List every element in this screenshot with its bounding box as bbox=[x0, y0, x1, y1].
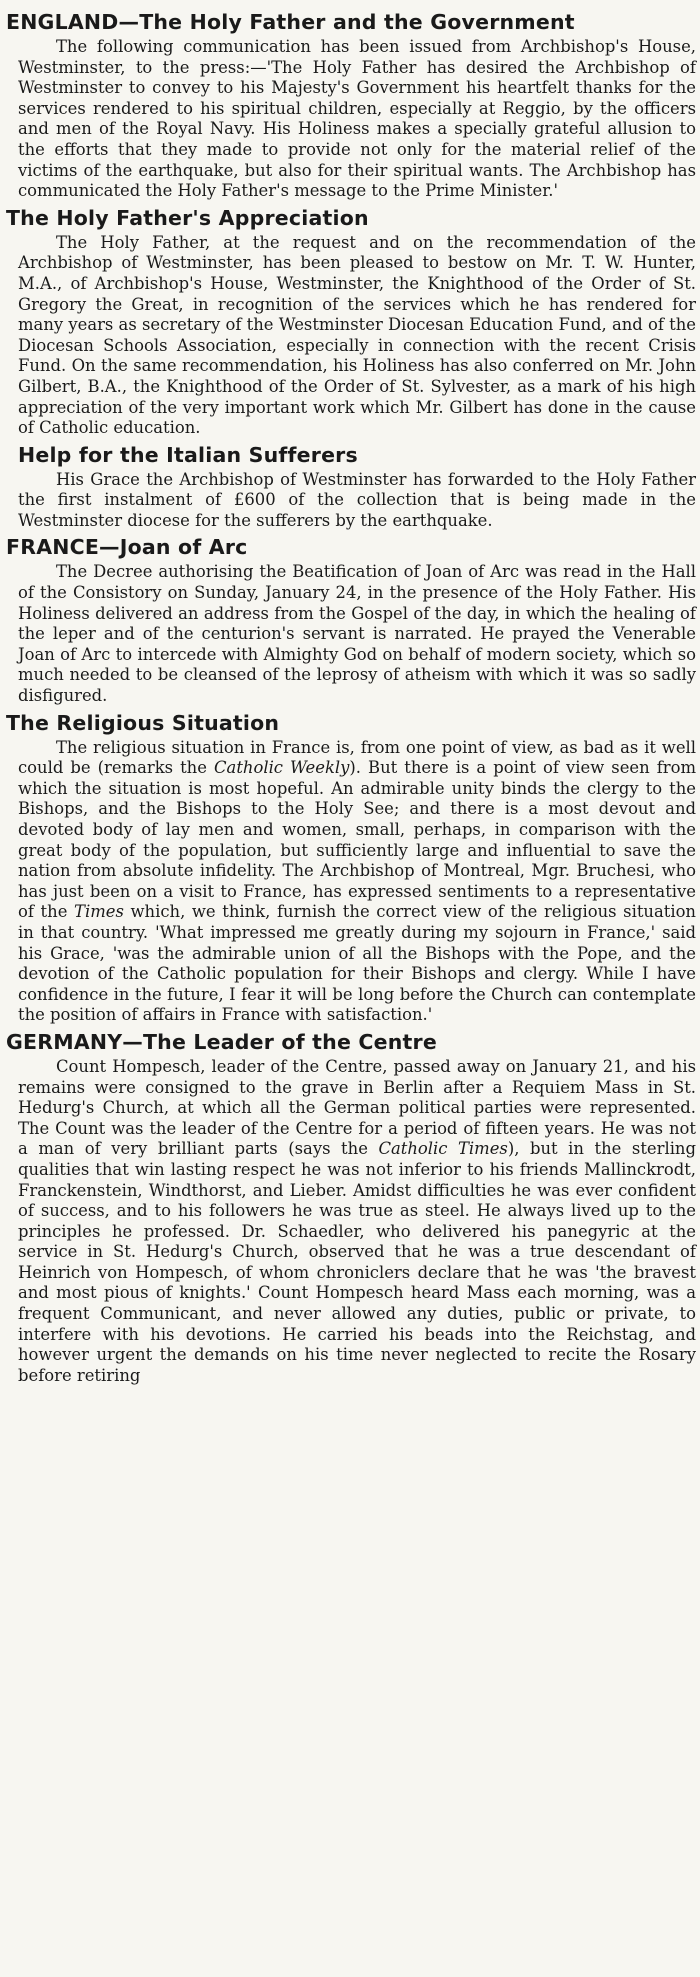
text-run: His Grace the Archbishop of Westminster has forwarded to the Holy Father the first instalment of £600 of the collection that is being made in the Westminster diocese for the sufferers by the earthquake. bbox=[18, 469, 696, 530]
section-heading: The Religious Situation bbox=[6, 710, 280, 735]
italic-text: Times bbox=[74, 902, 124, 922]
text-run: ). But there is a point of view seen from which the situation is most hopeful. An admirable unity binds the clergy to the Bishops, and the Bishops to the Holy See; and there is a most devout and devoted body of lay men and women, small, perhaps, in comparison with the great body of the population, but sufficiently large and influential to save the nation from absolute infidelity. The Archbishop of Montreal, Mgr. Bruchesi, who has just been on a visit to France, has expressed sentiments to a representative of the bbox=[18, 758, 697, 922]
section-heading: GERMANY—The Leader of the Centre bbox=[6, 1029, 437, 1054]
section-paragraph bbox=[6, 738, 696, 1026]
section-heading: Help for the Italian Sufferers bbox=[18, 442, 358, 467]
section-paragraph bbox=[6, 562, 696, 706]
italic-text: Catholic Times bbox=[378, 1139, 508, 1159]
section-heading: The Holy Father's Appreciation bbox=[6, 205, 369, 230]
italic-text: Catholic Weekly bbox=[214, 758, 350, 778]
section-germany-centre bbox=[6, 1030, 696, 1387]
section-paragraph bbox=[6, 37, 696, 202]
text-run: The religious situation in France is, from one point of view, as bad as it well could be (remarks the bbox=[18, 737, 696, 778]
article-column bbox=[6, 10, 696, 1386]
section-religious-situation bbox=[6, 711, 696, 1026]
text-run: ), but in the sterling qualities that win lasting respect he was not inferior to his friends Mallinckrodt, Franckenstein, Windthorst, and Lieber. Amidst difficulties he was ever confident of success, and to his followers he was true as steel. He always lived up to the principles he professed. Dr. Schaedler, who delivered his panegyric at the service in St. Hedurg's Church, observed that he was a true descendant of Heinrich von Hompesch, of whom chroniclers declare that he was 'the bravest and most pious of knights.' Count Hompesch heard Mass each morning, was a frequent Communicant, and never allowed any duties, public or private, to interfere with his devotions. He carried his beads into the Reichstag, and however urgent the demands on his time never neglected to recite the Rosary before retiring bbox=[18, 1139, 696, 1385]
section-paragraph bbox=[6, 1057, 696, 1387]
section-france-joan-of-arc bbox=[6, 535, 696, 706]
section-paragraph bbox=[6, 470, 696, 532]
text-run: Count Hompesch, leader of the Centre, passed away on January 21, and his remains were consigned to the grave in Berlin after a Requiem Mass in St. Hedurg's Church, at which all the German political parties were represented. The Count was the leader of the Centre for a period of fifteen years. He was not a man of very brilliant parts (says the bbox=[18, 1056, 696, 1159]
section-england bbox=[6, 10, 696, 202]
section-paragraph bbox=[6, 233, 696, 439]
section-heading: FRANCE—Joan of Arc bbox=[6, 535, 248, 560]
text-run: The Holy Father, at the request and on the recommendation of the Archbishop of Westminster, has been pleased to bestow on Mr. T. W. Hunter, M.A., of Archbishop's House, Westminster, the Knighthood of the Order of St. Gregory the Great, in recognition of the services which he has rendered for many years as secretary of the Westminster Diocesan Education Fund, and of the Diocesan Schools Association, especially in connection with the recent Crisis Fund. On the same recommendation, his Holiness has also conferred on Mr. John Gilbert, B.A., the Knighthood of the Order of St. Sylvester, as a mark of his high appreciation of the very important work which Mr. Gilbert has done in the cause of Catholic education. bbox=[18, 232, 696, 438]
text-run: The following communication has been issued from Archbishop's House, Westminster, to the press:—'The Holy Father has desired the Archbishop of Westminster to convey to his Majesty's Government his heartfelt thanks for the services rendered to his spiritual children, especially at Reggio, by the officers and men of the Royal Navy. His Holiness makes a specially grateful allusion to the efforts that they made to provide not only for the material relief of the victims of the earthquake, but also for their spiritual wants. The Archbishop has communicated the Holy Father's message to the Prime Minister.' bbox=[18, 37, 696, 201]
text-run: which, we think, furnish the correct view of the religious situation in that country. 'What impressed me greatly during my sojourn in France,' said his Grace, 'was the admirable union of all the Bishops with the Pope, and the devotion of the Catholic population for their Bishops and clergy. While I have confidence in the future, I fear it will be long before the Church can contemplate the position of affairs in France with satisfaction.' bbox=[18, 902, 696, 1025]
section-holy-father-appreciation bbox=[6, 206, 696, 439]
text-run: The Decree authorising the Beatification of Joan of Arc was read in the Hall of the Consistory on Sunday, January 24, in the presence of the Holy Father. His Holiness delivered an address from the Gospel of the day, in which the healing of the leper and of the centurion's servant is narrated. He prayed the Venerable Joan of Arc to intercede with Almighty God on behalf of modern society, which so much needed to be cleansed of the leprosy of atheism with which it was so sadly disfigured. bbox=[18, 562, 696, 706]
section-heading: ENGLAND—The Holy Father and the Government bbox=[6, 10, 575, 34]
section-italian-sufferers bbox=[6, 443, 696, 532]
